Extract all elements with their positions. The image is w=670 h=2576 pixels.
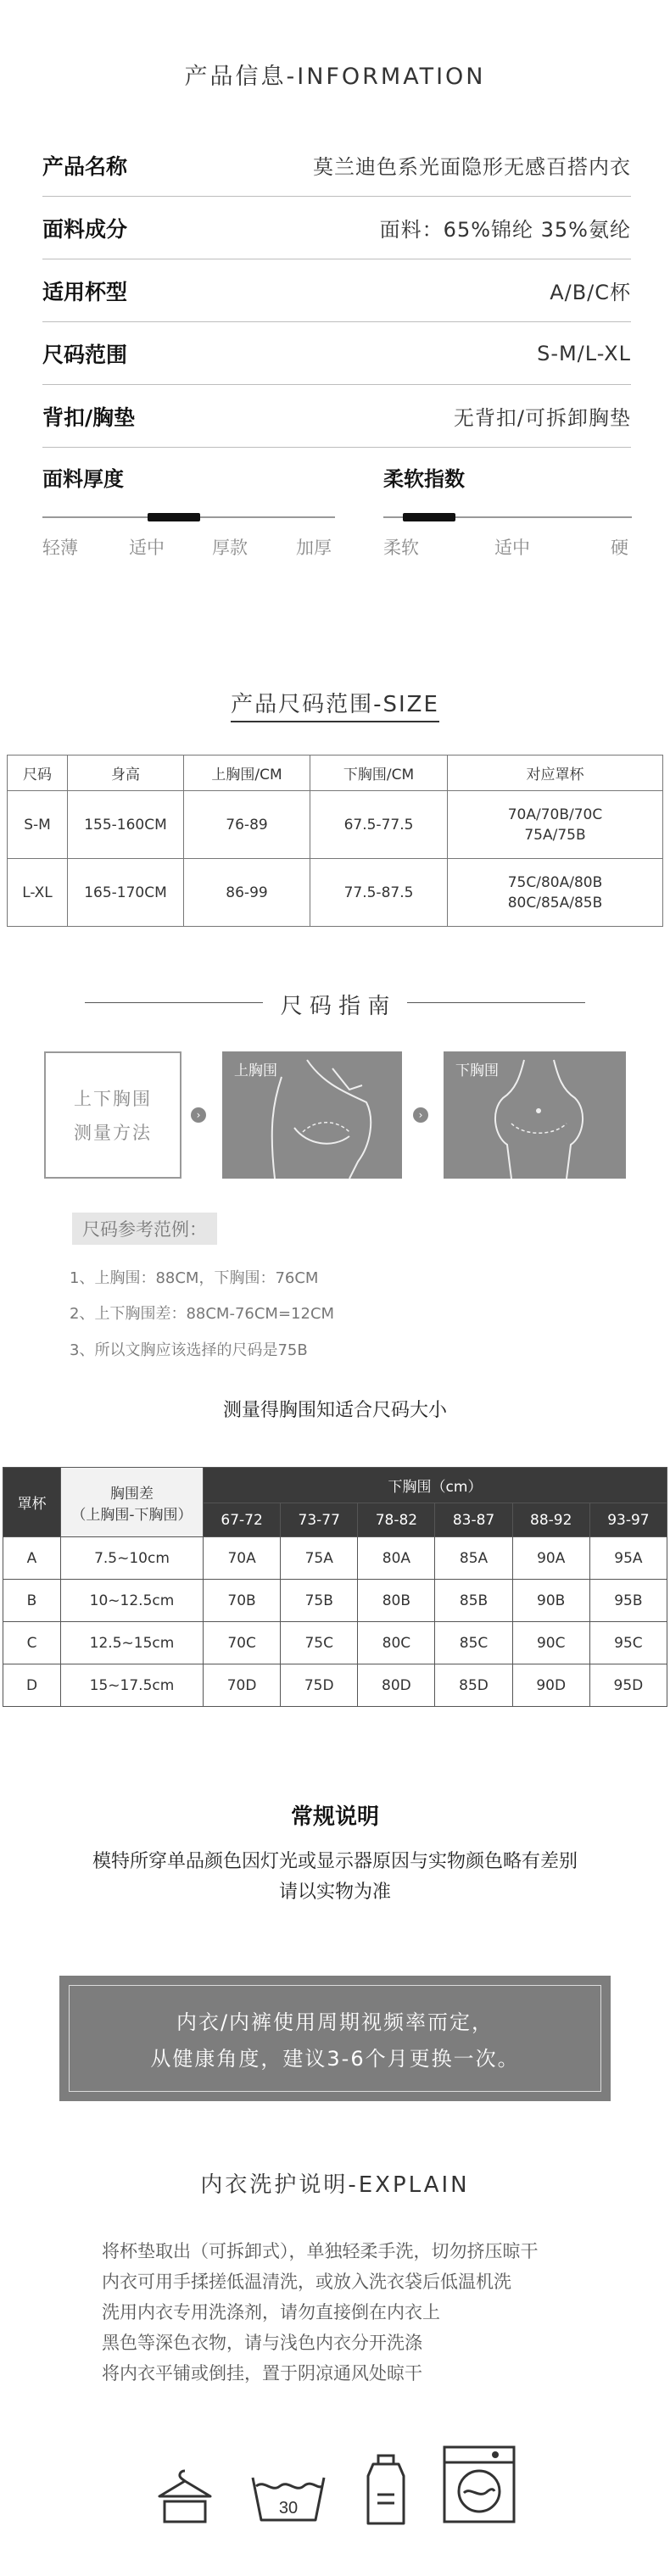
care-line: 将杯垫取出（可拆卸式），单独轻柔手洗，切勿挤压晾干: [102, 2241, 539, 2261]
arrow-right-icon: ›: [191, 1107, 206, 1123]
cup-cell: [448, 791, 663, 859]
range-cell: 88-92: [512, 1503, 589, 1537]
cup-header: 罩杯: [3, 1468, 61, 1537]
size-example-line: 3、所以文胸应该选择的尺码是75B: [70, 1341, 308, 1359]
cup-size: 85B: [435, 1580, 512, 1622]
info-value: 面料：65%锦纶 35%氨纶: [379, 218, 631, 242]
wash-30-icon: [246, 2461, 331, 2529]
cup-size: 95A: [589, 1537, 667, 1580]
size-header-cell: 对应罩杯: [448, 756, 663, 791]
info-row-cup: [42, 259, 631, 322]
upper-bust-label: 上胸围: [234, 1062, 277, 1079]
diff-header-line: 胸围差: [110, 1485, 154, 1503]
info-value: 莫兰迪色系光面隐形无感百搭内衣: [313, 155, 631, 179]
cup-size: 90C: [512, 1622, 589, 1664]
cup-size: 85C: [435, 1622, 512, 1664]
softness-label: 柔软: [383, 538, 419, 558]
softness-indicator: [403, 513, 455, 521]
under-bust-cell: 67.5-77.5: [310, 791, 448, 859]
thickness-title: 面料厚度: [42, 467, 124, 491]
info-value: S-M/L-XL: [537, 341, 631, 365]
cup-size: 95B: [589, 1580, 667, 1622]
cup-row: [3, 1664, 667, 1707]
size-example-line: 1、上胸围：88CM，下胸围：76CM: [70, 1269, 319, 1287]
cup-size: 90D: [512, 1664, 589, 1707]
cup-size: 80D: [358, 1664, 435, 1707]
thickness-label: 加厚: [296, 538, 332, 558]
upper-bust-figure-icon: [222, 1051, 402, 1179]
cup-size: 80C: [358, 1622, 435, 1664]
size-table-row: [8, 791, 663, 859]
usage-period-line: 内衣/内裤使用周期视频率而定，: [176, 2010, 494, 2034]
care-line: 内衣可用手揉搓低温清洗，或放入洗衣袋后低温机洗: [102, 2272, 511, 2292]
notes-line: 模特所穿单品颜色因灯光或显示器原因与实物颜色略有差别: [92, 1851, 578, 1872]
size-header-cell: 尺码: [8, 756, 68, 791]
thickness-label: 轻薄: [42, 538, 78, 558]
softness-label: 适中: [494, 538, 530, 558]
info-row-size: [42, 322, 631, 385]
cup-size: 90A: [512, 1537, 589, 1580]
thickness-indicator: [148, 513, 200, 521]
usage-period-line: 从健康角度，建议3-6个月更换一次。: [150, 2047, 520, 2071]
info-label: 产品名称: [42, 153, 128, 179]
cup-line: 70A/70B/70C: [507, 806, 603, 823]
measure-method-line: 测量方法: [74, 1123, 152, 1143]
usage-period-inner: [69, 1985, 601, 2092]
size-table-row: [8, 859, 663, 927]
upper-bust-illustration: [222, 1051, 402, 1179]
size-header-cell: 上胸围/CM: [184, 756, 310, 791]
cup-size: 95C: [589, 1622, 667, 1664]
usage-period-box: [59, 1976, 611, 2101]
info-label: 背扣/胸垫: [42, 404, 136, 430]
wash-temp-label: 30: [278, 2499, 299, 2517]
info-row-clasp: [42, 385, 631, 448]
size-header-cell: 下胸围/CM: [310, 756, 448, 791]
thickness-label: 厚款: [212, 538, 248, 558]
care-line: 黑色等深色衣物，请与浅色内衣分开洗涤: [102, 2333, 422, 2353]
cup-size: 80B: [358, 1580, 435, 1622]
guide-divider-right: [407, 1002, 585, 1003]
measure-method-box: [44, 1051, 181, 1179]
info-row-fabric: [42, 197, 631, 259]
info-value: A/B/C杯: [550, 281, 631, 304]
upper-bust-cell: 86-99: [184, 859, 310, 927]
cup-size: 75D: [281, 1664, 358, 1707]
softness-title: 柔软指数: [383, 467, 465, 491]
cup-size: 90B: [512, 1580, 589, 1622]
cup-size: 75A: [281, 1537, 358, 1580]
cup-row: [3, 1622, 667, 1664]
guide-title: 尺 码 指 南: [280, 994, 390, 1019]
cup-size: 70B: [204, 1580, 281, 1622]
size-section-title: [0, 687, 670, 718]
care-line: 将内衣平铺或倒挂，置于阴凉通风处晾干: [102, 2363, 422, 2384]
cup-table-header-row: [3, 1468, 667, 1503]
cup-size: 75C: [281, 1622, 358, 1664]
range-cell: 93-97: [589, 1503, 667, 1537]
range-cell: 78-82: [358, 1503, 435, 1537]
cup-diff: 10~12.5cm: [61, 1580, 204, 1622]
info-label: 适用杯型: [42, 279, 128, 304]
cup-size: 70A: [204, 1537, 281, 1580]
cup-table-title: 测量得胸围知适合尺码大小: [222, 1400, 447, 1421]
notes-line: 请以实物为准: [278, 1882, 391, 1903]
cup-letter: D: [3, 1664, 61, 1707]
size-header-cell: 身高: [68, 756, 184, 791]
arrow-right-icon: ›: [413, 1107, 428, 1123]
washing-machine-icon: [441, 2444, 517, 2525]
care-line: 洗用内衣专用洗涤剂，请勿直接倒在内衣上: [102, 2302, 440, 2322]
softness-label: 硬: [611, 538, 628, 558]
diff-header: [61, 1468, 204, 1537]
size-cell: S-M: [8, 791, 68, 859]
cup-size: 85A: [435, 1537, 512, 1580]
cup-size: 80A: [358, 1537, 435, 1580]
upper-bust-cell: 76-89: [184, 791, 310, 859]
cup-diff: 12.5~15cm: [61, 1622, 204, 1664]
info-value: 无背扣/可拆卸胸垫: [453, 406, 631, 430]
cup-size: 70D: [204, 1664, 281, 1707]
hang-dry-icon: [151, 2461, 219, 2529]
notes-title: 常规说明: [290, 1804, 379, 1830]
diff-header-line: （上胸围-下胸围）: [71, 1506, 193, 1524]
range-cell: 73-77: [281, 1503, 358, 1537]
cup-size: 95D: [589, 1664, 667, 1707]
cup-size: 75B: [281, 1580, 358, 1622]
under-bust-cell: 77.5-87.5: [310, 859, 448, 927]
care-section-title: 内衣洗护说明-EXPLAIN: [200, 2172, 470, 2198]
cup-line: 75C/80A/80B: [507, 873, 603, 891]
info-row-name: [42, 134, 631, 197]
size-table-header: [8, 756, 663, 791]
guide-divider-left: [85, 1002, 263, 1003]
under-bust-label: 下胸围: [455, 1062, 499, 1079]
thickness-label: 适中: [129, 538, 165, 558]
size-example-title-text: 尺码参考范例：: [82, 1219, 207, 1240]
cup-size-table: [3, 1467, 667, 1707]
under-bust-figure-icon: [444, 1051, 626, 1179]
size-cell: L-XL: [8, 859, 68, 927]
cup-letter: A: [3, 1537, 61, 1580]
under-bust-header: 下胸围（cm）: [204, 1468, 667, 1503]
measure-method-line: 上下胸围: [74, 1089, 152, 1109]
cup-cell: [448, 859, 663, 927]
cup-row: [3, 1537, 667, 1580]
height-cell: 155-160CM: [68, 791, 184, 859]
size-example-line: 2、上下胸围差：88CM-76CM=12CM: [70, 1305, 335, 1323]
cup-size: 85D: [435, 1664, 512, 1707]
info-label: 面料成分: [42, 216, 128, 242]
cup-letter: C: [3, 1622, 61, 1664]
detergent-bottle-icon: [356, 2452, 416, 2529]
cup-line: 80C/85A/85B: [507, 894, 603, 912]
info-section-title: 产品信息-INFORMATION: [184, 64, 486, 90]
cup-size: 70C: [204, 1622, 281, 1664]
height-cell: 165-170CM: [68, 859, 184, 927]
cup-letter: B: [3, 1580, 61, 1622]
cup-row: [3, 1580, 667, 1622]
under-bust-illustration: [444, 1051, 626, 1179]
size-example-title: [72, 1213, 217, 1245]
cup-diff: 15~17.5cm: [61, 1664, 204, 1707]
range-cell: 67-72: [204, 1503, 281, 1537]
size-range-table: [7, 755, 663, 927]
cup-diff: 7.5~10cm: [61, 1537, 204, 1580]
cup-line: 75A/75B: [524, 826, 586, 844]
info-label: 尺码范围: [42, 342, 128, 367]
range-cell: 83-87: [435, 1503, 512, 1537]
size-title-text: 产品尺码范围-SIZE: [231, 692, 439, 722]
